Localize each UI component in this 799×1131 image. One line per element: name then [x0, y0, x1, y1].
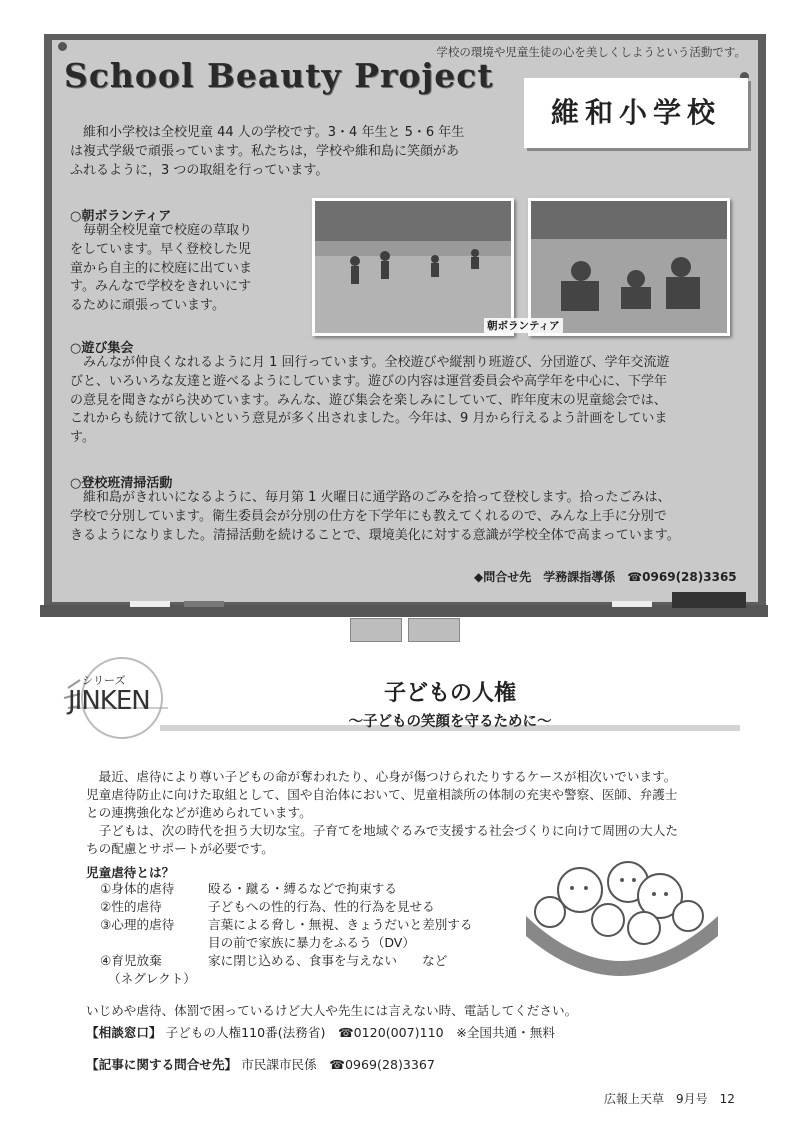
photo-image [315, 201, 511, 333]
inquiry-label: 【記事に関する問合せ先】 [86, 1057, 238, 1072]
abuse-heading: 児童虐待とは？ [86, 865, 175, 880]
intro-line: ふれるように，3 つの取組を行っています。 [70, 162, 329, 178]
list-desc: 子どもへの性的行為、性的行為を見せる [208, 899, 435, 914]
list-term: ①身体的虐待 [100, 881, 175, 896]
list-term: （ネグレクト） [108, 971, 196, 986]
list-term [100, 934, 208, 952]
text-line: をしています。早く登校した児 [70, 241, 251, 257]
clip-icon [350, 618, 402, 642]
text-line: す。みんなで学校をきれいにす [70, 279, 251, 295]
text-line: 子どもは、次の時代を担う大切な宝。子育てを地域ぐるみで支援する社会づくりに向けて周囲の大人た [86, 823, 678, 838]
section-heading: ○遊び集会 [70, 341, 134, 356]
list-desc: 目の前で家族に暴力をふるう（DV） [208, 935, 415, 950]
abuse-list [100, 880, 510, 988]
page-footer: 広報上天草 9月号 12 [604, 1092, 735, 1106]
photo-volunteer-2 [528, 198, 730, 336]
section-text [70, 222, 300, 316]
list-item [100, 934, 510, 952]
text-line: 毎朝全校児童で校庭の草取り [70, 223, 253, 238]
list-item [100, 898, 510, 916]
section-heading: ○朝ボランティア [70, 209, 172, 224]
chalk-icon [612, 601, 652, 607]
series-name: JINKEN [68, 686, 150, 716]
list-item [100, 916, 510, 934]
chalk-icon [184, 601, 224, 607]
children-illustration [520, 856, 724, 996]
list-desc: 言葉による脅し・無視、きょうだいと差別する [208, 917, 473, 932]
intro-text [70, 124, 520, 180]
list-item [100, 952, 510, 970]
clip-icon [408, 618, 460, 642]
section-text [70, 489, 750, 545]
intro-line: は複式学級で頑張っています。私たちは，学校や維和島に笑顔があ [70, 143, 459, 159]
eraser-icon [672, 592, 746, 608]
list-desc: 殴る・蹴る・縛るなどで拘束する [208, 881, 397, 896]
list-item [100, 880, 510, 898]
text-line: 学校で分別しています。衛生委員会が分別の仕方を下学年にも教えてくれるので、みんな上手に分別で [70, 508, 667, 524]
text-line: の意見を聞きながら決めています。みんな、遊び集会を楽しみにしていて、昨年度末の児童総会では、 [70, 392, 667, 408]
text-line: るために頑張っています。 [70, 298, 225, 314]
list-item [100, 970, 510, 988]
tagline: 学校の環境や児童生徒の心を美しくしようという活動です。 [436, 45, 746, 59]
photo-volunteer-1 [312, 198, 514, 336]
text-line: 童から自主的に校庭に出ていま [70, 260, 253, 276]
consult-row [86, 1024, 746, 1042]
text-line: これからも続けて欲しいという意見が多く出されました。今年は、9 月から行えるよう計画をしていま [70, 411, 668, 427]
chalk-icon [130, 601, 170, 607]
project-title: School Beauty Project [64, 56, 494, 95]
photo-image [531, 201, 727, 333]
article-subtitle: ～子どもの笑顔を守るために～ [348, 714, 552, 730]
text-line: す。 [70, 430, 95, 446]
list-term: ③心理的虐待 [100, 917, 175, 932]
article-title: 子どもの人権 [383, 681, 516, 706]
text-line: との連携強化などが進められています。 [86, 805, 312, 820]
inquiry-text: 市民課市民係 ☎0969(28)3367 [241, 1057, 435, 1072]
contact-info: ◆問合せ先 学務課指導係 ☎0969(28)3365 [474, 570, 737, 584]
school-name: 維和小学校 [550, 96, 721, 129]
list-term: ②性的虐待 [100, 899, 162, 914]
inquiry-row [86, 1056, 746, 1074]
text-line: びと、いろいろな友達と遊べるようにしています。遊びの内容は運営委員会や高学年を中心に、下学年 [70, 373, 667, 389]
section-heading: ○登校班清掃活動 [70, 476, 173, 491]
consult-label: 【相談窓口】 [86, 1025, 162, 1040]
consult-text: 子どもの人権110番(法務省) ☎0120(007)110 ※全国共通・無料 [165, 1025, 555, 1040]
series-label: シリーズ [82, 674, 126, 687]
pin-icon [58, 42, 67, 51]
text-line: きるようになりました。清掃活動を続けることで、環境美化に対する意識が学校全体で高まっています。 [70, 527, 680, 543]
text-line: みんなが仲良くなれるように月 1 回行っています。全校遊びや縦割り班遊び、分団遊び、学年交流遊 [70, 355, 670, 370]
school-name-card [524, 78, 748, 148]
text-line: 維和島がきれいになるように、毎月第 1 火曜日に通学路のごみを拾って登校します。拾ったごみは、 [70, 490, 671, 505]
list-term: ④育児放棄 [100, 953, 162, 968]
text-line: 最近、虐待により尊い子どもの命が奪われたり、心身が傷つけられたりするケースが相次いでいます。 [86, 769, 677, 784]
photo-caption: 朝ボランティア [484, 318, 563, 333]
intro-line: 維和小学校は全校児童 44 人の学校です。3・4 年生と 5・6 年生 [70, 125, 465, 140]
call-text: いじめや虐待、体罰で困っているけど大人や先生には言えない時、電話してください。 [86, 1003, 578, 1018]
paragraph [86, 768, 746, 858]
text-line: ちの配慮とサポートが必要です。 [86, 841, 274, 856]
section-text [70, 354, 750, 448]
text-line: 児童虐待防止に向けた取組として、国や自治体において、児童相談所の体制の充実や警察、医師、弁護士 [86, 787, 678, 802]
list-desc: 家に閉じ込める、食事を与えない など [208, 953, 448, 968]
